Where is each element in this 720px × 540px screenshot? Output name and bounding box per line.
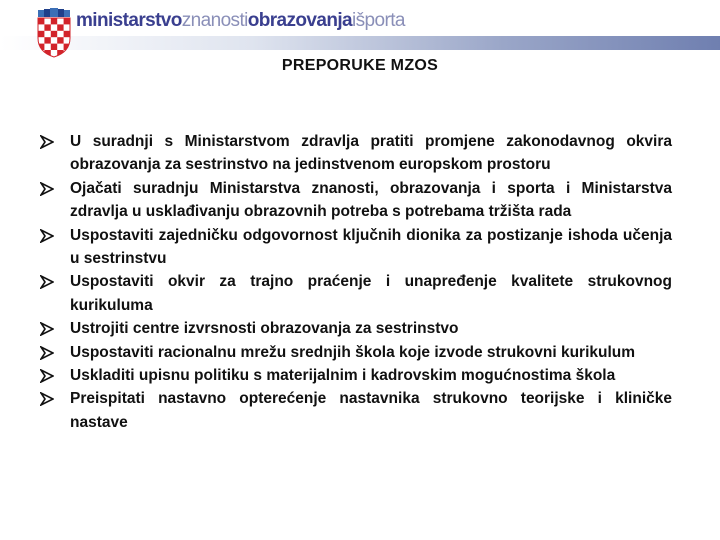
list-item: [40, 387, 672, 434]
arrowhead-bullet-icon: [40, 229, 54, 243]
arrowhead-bullet-icon: [40, 275, 54, 289]
croatian-coat-of-arms-icon: [36, 8, 72, 58]
list-item: [40, 317, 672, 340]
logo-part-1: ministarstvo: [76, 10, 182, 31]
list-item-text: Uspostaviti okvir za trajno praćenje i unapređenje kvalitete strukovnog kurikuluma: [70, 273, 672, 314]
list-item-text: U suradnji s Ministarstvom zdravlja pratiti promjene zakonodavnog okvira obrazovanja za sestrinstvo na jedinstvenom europskom prostoru: [70, 133, 672, 174]
list-item-text: Ustrojiti centre izvrsnosti obrazovanja za sestrinstvo: [70, 320, 459, 338]
header: [0, 0, 720, 60]
logo-part-4: išporta: [352, 10, 405, 31]
arrowhead-bullet-icon: [40, 369, 54, 383]
header-band: [0, 36, 720, 50]
list-item: [40, 130, 672, 177]
list-item: [40, 341, 672, 364]
list-item: [40, 364, 672, 387]
list-item-text: Ojačati suradnju Ministarstva znanosti, obrazovanja i sporta i Ministarstva zdravlja u usklađivanju obrazovnih potreba s potrebama tržišta rada: [70, 179, 672, 221]
arrowhead-bullet-icon: [40, 182, 54, 196]
arrowhead-bullet-icon: [40, 346, 54, 360]
list-item-text: Preispitati nastavno opterećenje nastavnika strukovno teorijske i kliničke nastave: [70, 390, 672, 431]
list-item: [40, 224, 672, 271]
logo-part-2: znanosti: [181, 10, 248, 31]
list-item-text: Uspostaviti racionalnu mrežu srednjih škola koje izvode strukovni kurikulum: [70, 343, 636, 361]
page-title: PREPORUKE MZOS: [281, 57, 439, 74]
arrowhead-bullet-icon: [40, 135, 54, 149]
ministry-logo-text: [76, 10, 405, 32]
arrowhead-bullet-icon: [40, 392, 54, 406]
list-item-text: Uspostaviti zajedničku odgovornost ključnih dionika za postizanje ishoda učenja u sestrinstvu: [70, 226, 672, 268]
arrowhead-bullet-icon: [40, 322, 54, 336]
logo-part-3: obrazovanja: [247, 10, 353, 31]
recommendations-list: [40, 130, 672, 434]
list-item: [40, 270, 672, 317]
list-item: [40, 177, 672, 224]
list-item-text: Uskladiti upisnu politiku s materijalnim i kadrovskim mogućnostima škola: [70, 367, 616, 385]
